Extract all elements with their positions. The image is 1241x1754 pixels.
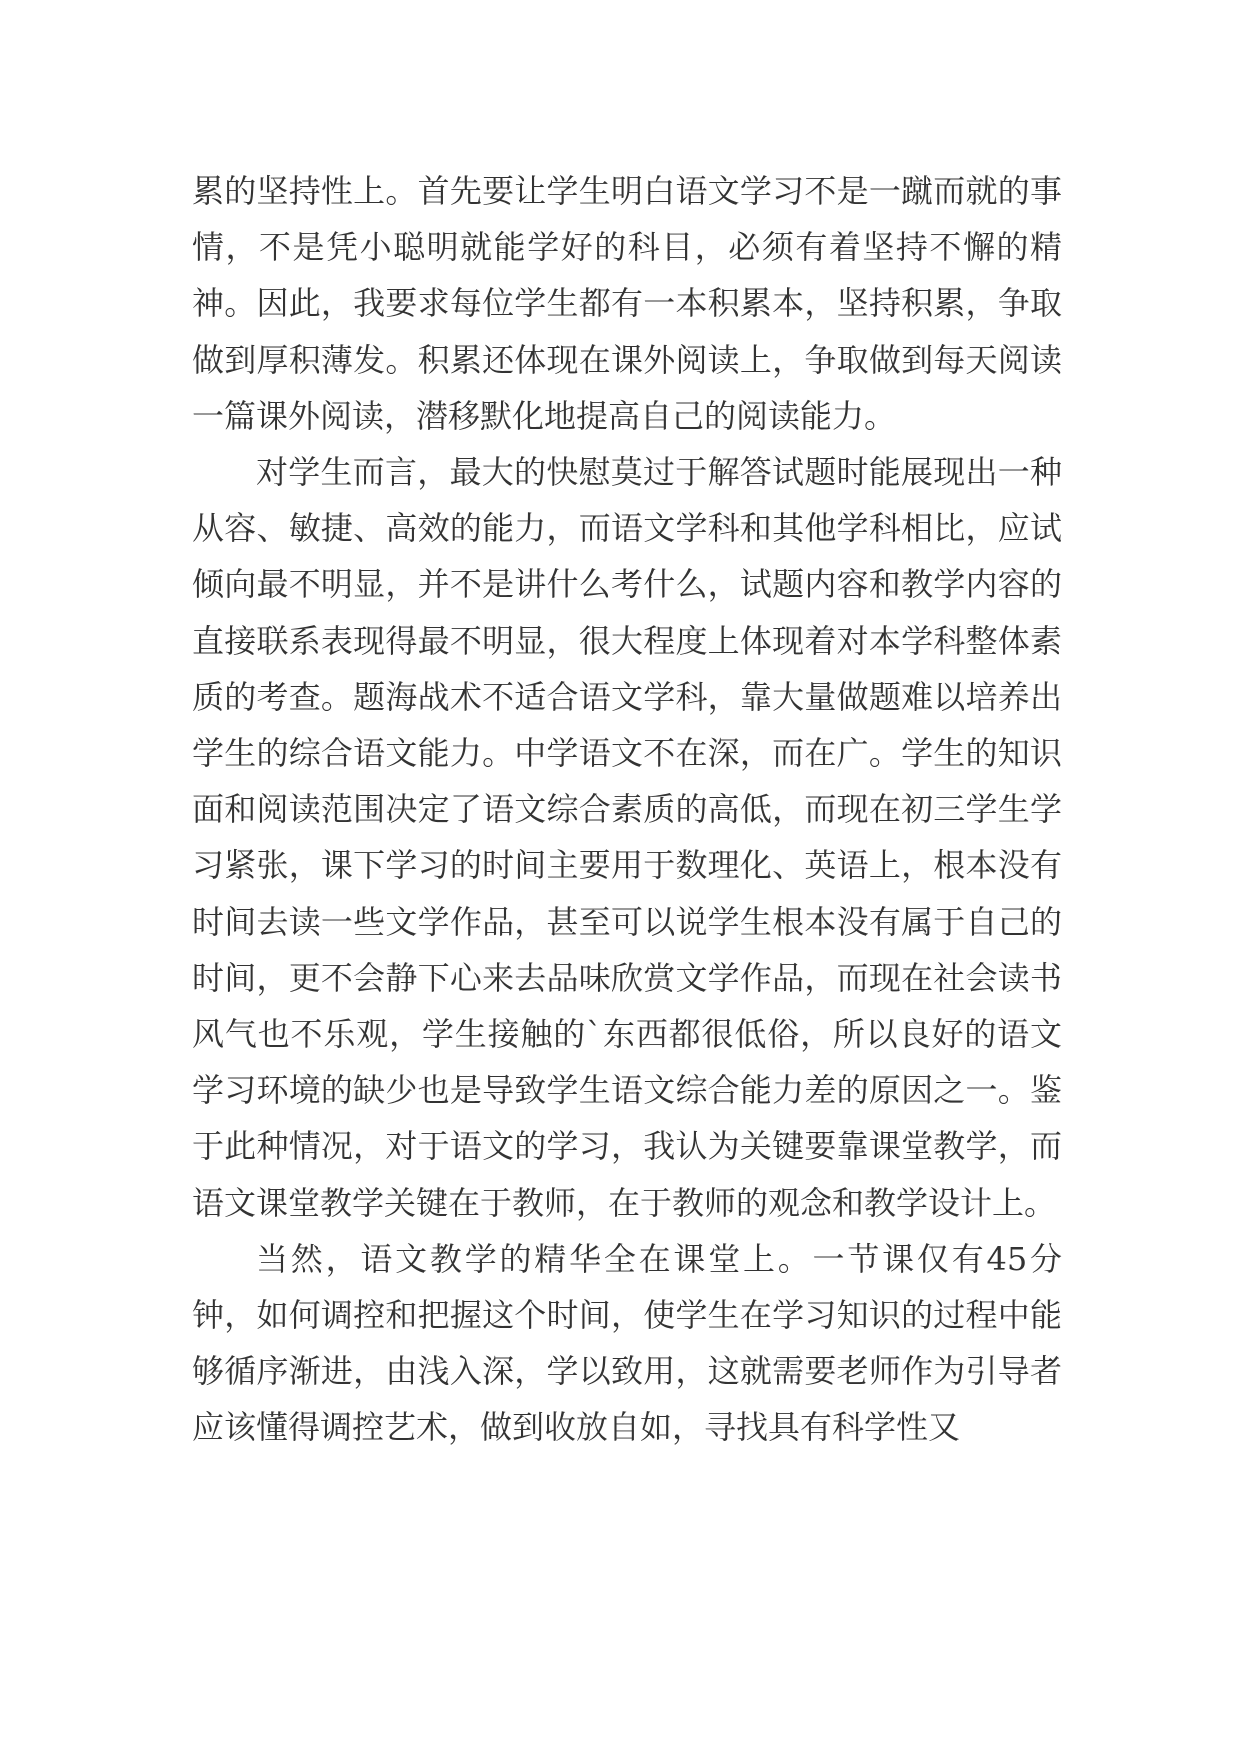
document-body	[192, 163, 1062, 1456]
paragraph-2: 对学生而言，最大的快慰莫过于解答试题时能展现出一种从容、敏捷、高效的能力，而语文学科和其他学科相比，应试倾向最不明显，并不是讲什么考什么，试题内容和教学内容的直接联系表现得最不明显，很大程度上体现着对本学科整体素质的考查。题海战术不适合语文学科，靠大量做题难以培养出学生的综合语文能力。中学语文不在深，而在广。学生的知识面和阅读范围决定了语文综合素质的高低，而现在初三学生学习紧张，课下学习的时间主要用于数理化、英语上，根本没有时间去读一些文学作品，甚至可以说学生根本没有属于自己的时间，更不会静下心来去品味欣赏文学作品，而现在社会读书风气也不乐观，学生接触的`东西都很低俗，所以良好的语文学习环境的缺少也是导致学生语文综合能力差的原因之一。鉴于此种情况，对于语文的学习，我认为关键要靠课堂教学，而语文课堂教学关键在于教师，在于教师的观念和教学设计上。	[192, 453, 1062, 1222]
paragraph-3: 当然，语文教学的精华全在课堂上。一节课仅有45分钟，如何调控和把握这个时间，使学生在学习知识的过程中能够循序渐进，由浅入深，学以致用，这就需要老师作为引导者应该懂得调控艺术，做到收放自如，寻找具有科学性又	[192, 1239, 1062, 1447]
paragraph-1: 累的坚持性上。首先要让学生明白语文学习不是一蹴而就的事情，不是凭小聪明就能学好的科目，必须有着坚持不懈的精神。因此，我要求每位学生都有一本积累本，坚持积累，争取做到厚积薄发。积累还体现在课外阅读上，争取做到每天阅读一篇课外阅读，潜移默化地提高自己的阅读能力。	[192, 172, 1062, 435]
